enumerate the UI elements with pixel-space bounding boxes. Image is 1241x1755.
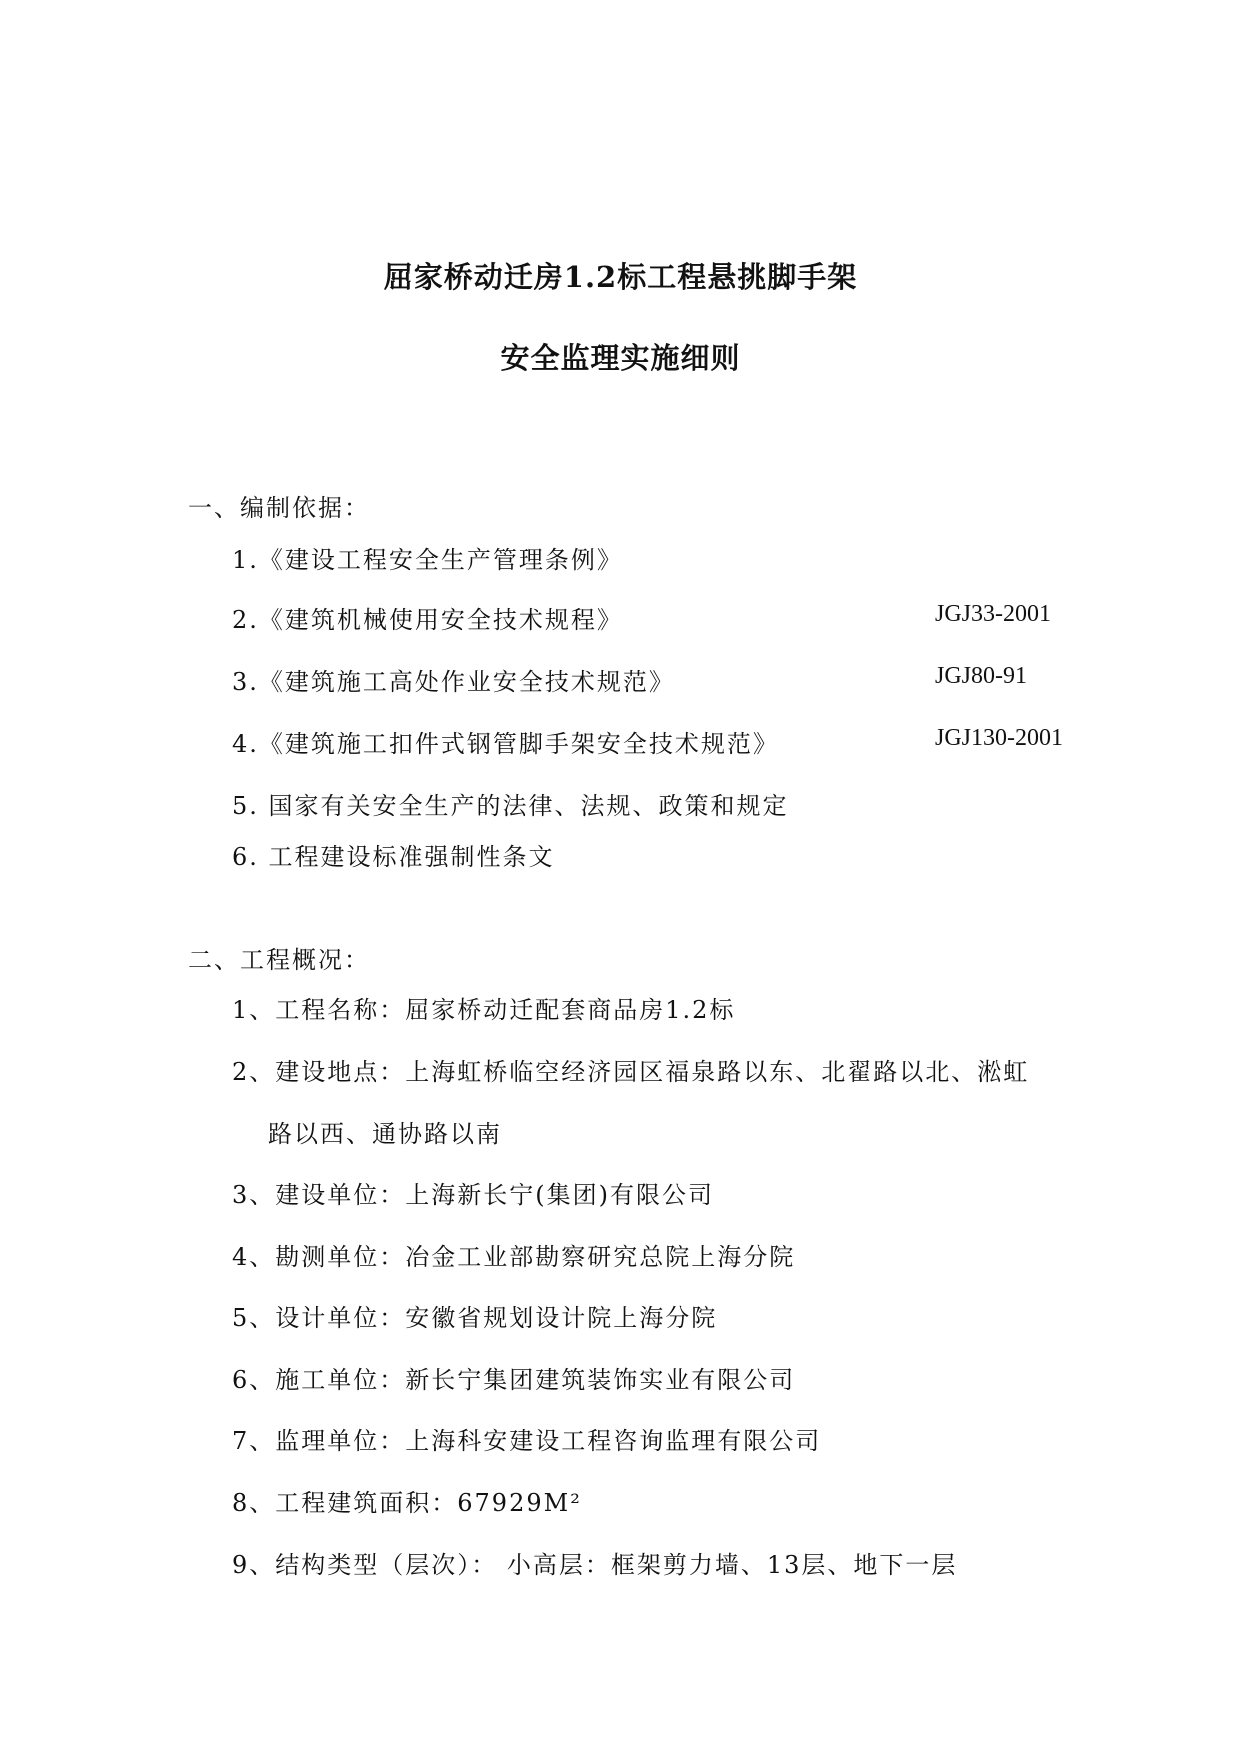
basis-item-5: 5. 国家有关安全生产的法律、法规、政策和规定: [232, 792, 789, 820]
basis-item-2: 2.《建筑机械使用安全技术规程》: [232, 606, 623, 634]
overview-item-3: 3、建设单位：上海新长宁(集团)有限公司: [232, 1181, 714, 1209]
basis-item-3: 3.《建筑施工高处作业安全技术规范》: [232, 668, 675, 696]
section2-heading: 二、工程概况：: [188, 946, 370, 974]
overview-item-6: 6、施工单位：新长宁集团建筑装饰实业有限公司: [232, 1366, 796, 1394]
basis-code-2: JGJ33-2001: [935, 601, 1052, 627]
overview-item-5: 5、设计单位：安徽省规划设计院上海分院: [232, 1304, 718, 1332]
overview-item-2-continued: 路以西、通协路以南: [268, 1120, 502, 1148]
overview-item-7: 7、监理单位：上海科安建设工程咨询监理有限公司: [232, 1427, 822, 1455]
overview-item-2: 2、建设地点：上海虹桥临空经济园区福泉路以东、北翟路以北、淞虹: [232, 1058, 1030, 1086]
basis-item-1: 1.《建设工程安全生产管理条例》: [232, 546, 623, 574]
basis-item-4: 4.《建筑施工扣件式钢管脚手架安全技术规范》: [232, 730, 779, 758]
overview-item-1: 1、工程名称：屈家桥动迁配套商品房1.2标: [232, 996, 736, 1024]
overview-item-4: 4、勘测单位：冶金工业部勘察研究总院上海分院: [232, 1243, 796, 1271]
document-title-line1: 屈家桥动迁房1.2标工程悬挑脚手架: [383, 260, 858, 294]
basis-code-4: JGJ130-2001: [935, 725, 1064, 751]
section1-heading: 一、编制依据：: [188, 494, 370, 522]
overview-item-9: 9、结构类型（层次）： 小高层：框架剪力墙、13层、地下一层: [232, 1551, 958, 1579]
document-title-line2: 安全监理实施细则: [500, 341, 741, 375]
basis-item-6: 6. 工程建设标准强制性条文: [232, 843, 555, 871]
overview-item-8: 8、工程建筑面积：67929M²: [232, 1489, 582, 1517]
basis-code-3: JGJ80-91: [935, 663, 1028, 689]
